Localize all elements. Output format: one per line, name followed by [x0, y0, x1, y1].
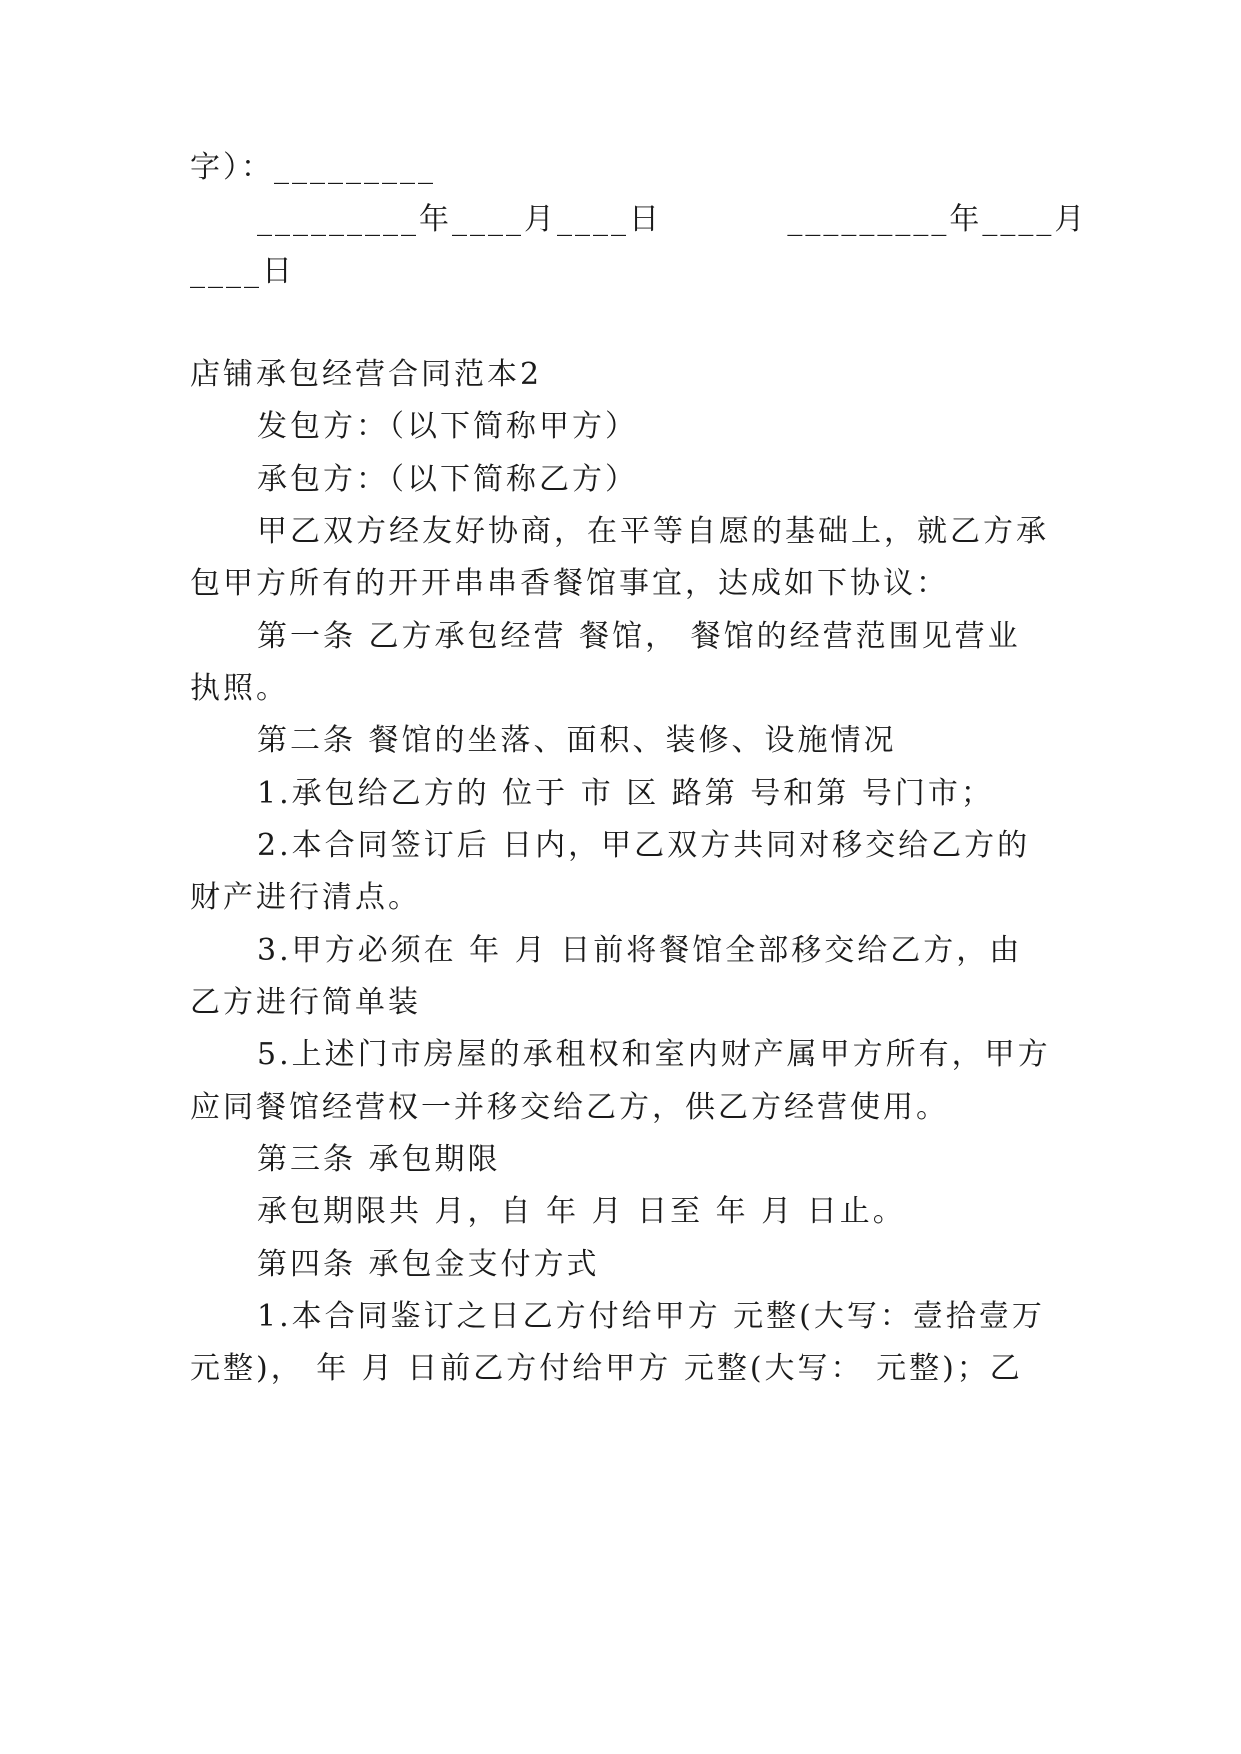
paragraph-line: 乙方进行简单装	[190, 985, 421, 1020]
clause-line: 1.承包给乙方的 位于 市 区 路第 号和第 号门市；	[257, 776, 994, 811]
article-heading: 第四条 承包金支付方式	[257, 1247, 600, 1282]
clause-line: 2.本合同签订后 日内，甲乙双方共同对移交给乙方的	[257, 828, 1031, 863]
clause-line: 3.甲方必须在 年 月 日前将餐馆全部移交给乙方，由	[257, 933, 1023, 968]
clause-line: 1.本合同鉴订之日乙方付给甲方 元整(大写：壹拾壹万	[257, 1299, 1045, 1334]
signature-line: 字）：_________	[190, 150, 436, 185]
paragraph-line: 执照。	[190, 671, 289, 706]
date-line: _________年____月____日 _________年____月	[257, 202, 1088, 237]
article-heading: 第二条 餐馆的坐落、面积、装修、设施情况	[257, 723, 897, 758]
party-a-line: 发包方：（以下简称甲方）	[257, 409, 638, 444]
paragraph-line: 应同餐馆经营权一并移交给乙方，供乙方经营使用。	[190, 1090, 949, 1125]
clause-line: 5.上述门市房屋的承租权和室内财产属甲方所有，甲方	[257, 1037, 1051, 1072]
date-line-continued: ____日	[190, 254, 295, 289]
party-b-line: 承包方：（以下简称乙方）	[257, 462, 638, 497]
article-heading: 第三条 承包期限	[257, 1142, 501, 1177]
paragraph-line: 元整)， 年 月 日前乙方付给甲方 元整(大写： 元整)；乙	[190, 1351, 1023, 1386]
paragraph-line: 包甲方所有的开开串串香餐馆事宜，达成如下协议：	[190, 566, 949, 601]
article-heading: 第一条 乙方承包经营 餐馆， 餐馆的经营范围见营业	[257, 619, 1021, 654]
document-title: 店铺承包经营合同范本2	[190, 357, 543, 392]
paragraph-line: 甲乙双方经友好协商，在平等自愿的基础上，就乙方承	[257, 514, 1049, 549]
paragraph-line: 财产进行清点。	[190, 880, 421, 915]
clause-line: 承包期限共 月，自 年 月 日至 年 月 日止。	[257, 1194, 906, 1229]
